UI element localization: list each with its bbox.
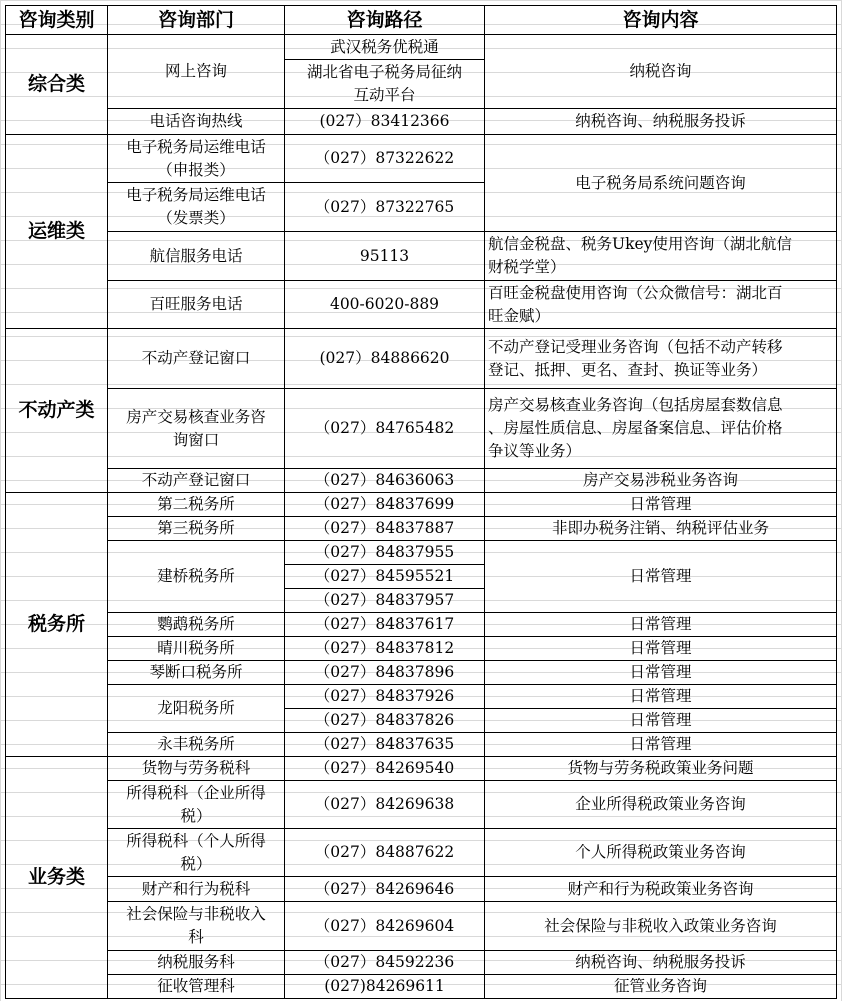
column-header: 咨询内容 (622, 8, 699, 31)
grid-line (107, 280, 285, 281)
grid-line (284, 231, 485, 232)
content-cell: 日常管理 (629, 639, 692, 657)
content-cell: 房产交易涉税业务咨询 (582, 471, 738, 489)
content-cell: 日常管理 (629, 567, 692, 585)
grid-line (107, 516, 285, 517)
content-cell: 日常管理 (629, 495, 692, 513)
grid-line (284, 588, 485, 589)
grid-line (284, 134, 485, 135)
grid-line (284, 708, 485, 709)
grid-line (284, 328, 485, 329)
content-cell: 征管业务咨询 (613, 977, 707, 995)
path-cell: 武汉税务优税通 (330, 37, 439, 56)
category-cell: 运维类 (27, 220, 85, 242)
department-cell: 所得税科（个人所得 税） (126, 831, 266, 873)
grid-line (284, 280, 485, 281)
grid-line (484, 231, 837, 232)
grid-line (484, 684, 837, 685)
content-cell: 纳税咨询、纳税服务投诉 (575, 953, 746, 971)
grid-line (484, 708, 837, 709)
grid-line (107, 732, 285, 733)
grid-line (484, 756, 837, 757)
category-cell: 税务所 (27, 613, 85, 635)
grid-line (484, 516, 837, 517)
department-cell: 永丰税务所 (157, 735, 235, 753)
grid-line (107, 780, 285, 781)
grid-line (107, 901, 285, 902)
department-cell: 晴川税务所 (157, 639, 235, 657)
grid-line (836, 5, 837, 999)
path-cell: （027）84595521 (314, 567, 455, 585)
path-cell: （027）84837896 (314, 663, 455, 681)
grid-line (107, 684, 285, 685)
content-cell: 货物与劳务税政策业务问题 (567, 759, 754, 777)
department-cell: 不动产登记窗口 (141, 471, 251, 489)
content-cell: 非即办税务注销、纳税评估业务 (551, 519, 769, 537)
content-cell: 日常管理 (629, 735, 692, 753)
grid-line (484, 492, 837, 493)
department-cell: 建桥税务所 (157, 567, 235, 585)
grid-line (484, 828, 837, 829)
grid-line (107, 231, 285, 232)
path-cell: （027）84837617 (314, 615, 455, 633)
grid-line (107, 876, 285, 877)
content-cell: 纳税咨询、纳税服务投诉 (575, 112, 746, 130)
content-cell: 企业所得税政策业务咨询 (575, 795, 746, 813)
grid-line (107, 388, 285, 389)
grid-line (107, 636, 285, 637)
grid-line (484, 5, 485, 999)
grid-line (107, 612, 285, 613)
content-cell: 日常管理 (629, 663, 692, 681)
path-cell: （027）84765482 (314, 419, 455, 437)
content-cell: 不动产登记受理业务咨询（包括不动产转移 登记、抵押、更名、查封、换证等业务） (488, 337, 783, 379)
grid-line (107, 828, 285, 829)
path-cell: 湖北省电子税务局征纳 互动平台 (306, 63, 462, 104)
content-cell: 日常管理 (629, 615, 692, 633)
grid-line (484, 876, 837, 877)
grid-line (284, 5, 285, 999)
path-cell: （027）84837635 (314, 735, 455, 753)
grid-line (284, 756, 485, 757)
grid-line (107, 182, 285, 183)
grid-line (484, 660, 837, 661)
grid-line (284, 901, 485, 902)
department-cell: 第三税务所 (157, 519, 235, 537)
grid-line (484, 636, 837, 637)
grid-line (284, 540, 485, 541)
path-cell: （027）84269638 (314, 795, 455, 813)
path-cell: （027）84636063 (314, 471, 455, 489)
path-cell: 95113 (359, 246, 410, 265)
column-header: 咨询部门 (157, 8, 234, 31)
grid-line (284, 636, 485, 637)
content-cell: 百旺金税盘使用咨询（公众微信号：湖北百 旺金赋） (488, 283, 783, 325)
path-cell: （027）87322622 (314, 149, 455, 167)
grid-line (284, 388, 485, 389)
grid-line (284, 684, 485, 685)
grid-line (284, 732, 485, 733)
content-cell: 电子税务局系统问题咨询 (575, 173, 746, 192)
category-cell: 综合类 (27, 73, 85, 95)
path-cell: (027）83412366 (319, 112, 450, 130)
grid-line (5, 5, 837, 6)
department-cell: 琴断口税务所 (149, 663, 243, 681)
content-cell: 航信金税盘、税务Ukey使用咨询（湖北航信 财税学堂） (488, 235, 792, 276)
grid-line (107, 108, 285, 109)
grid-line (5, 5, 6, 999)
path-cell: (027)84269611 (324, 977, 445, 995)
grid-line (284, 492, 485, 493)
path-cell: （027）84269646 (314, 879, 455, 898)
department-cell: 房产交易核查业务咨 询窗口 (126, 407, 266, 449)
grid-line (284, 564, 485, 565)
department-cell: 百旺服务电话 (149, 295, 243, 313)
grid-line (484, 328, 837, 329)
grid-line (484, 974, 837, 975)
path-cell: （027）84887622 (314, 843, 455, 861)
grid-line (107, 492, 285, 493)
grid-line (0, 0, 842, 1)
grid-line (284, 59, 485, 60)
department-cell: 不动产登记窗口 (141, 349, 251, 367)
department-cell: 航信服务电话 (149, 246, 243, 265)
department-cell: 纳税服务科 (157, 953, 235, 971)
grid-line (284, 108, 485, 109)
department-cell: 第二税务所 (157, 495, 235, 513)
content-cell: 房产交易核查业务咨询（包括房屋套数信息 、房屋性质信息、房屋备案信息、评估价格 争议等业务） (488, 396, 783, 460)
grid-line (484, 134, 837, 135)
grid-line (284, 876, 485, 877)
path-cell: （027）84837826 (314, 711, 455, 729)
category-cell: 不动产类 (18, 399, 95, 421)
category-cell: 业务类 (27, 866, 85, 888)
grid-line (484, 780, 837, 781)
grid-line (284, 660, 485, 661)
grid-line (284, 974, 485, 975)
content-cell: 个人所得税政策业务咨询 (575, 843, 746, 861)
grid-line (5, 34, 837, 35)
content-cell: 纳税咨询 (629, 62, 692, 80)
grid-line (284, 828, 485, 829)
department-cell: 货物与劳务税科 (141, 759, 251, 777)
department-cell: 电子税务局运维电话 （发票类） (126, 186, 266, 227)
path-cell: （027）84837926 (314, 687, 455, 705)
content-cell: 社会保险与非税收入政策业务咨询 (544, 916, 777, 935)
grid-line (284, 468, 485, 469)
path-cell: （027）84837699 (314, 495, 455, 513)
grid-line (484, 540, 837, 541)
grid-line (284, 612, 485, 613)
grid-line (107, 950, 285, 951)
path-cell: （027）84837955 (314, 543, 455, 561)
grid-line (484, 998, 837, 999)
grid-line (484, 901, 837, 902)
grid-line (107, 756, 285, 757)
grid-line (107, 540, 285, 541)
grid-line (107, 660, 285, 661)
grid-line (284, 950, 485, 951)
path-cell: （027）84269604 (314, 916, 455, 935)
path-cell: （027）84837957 (314, 591, 455, 609)
department-cell: 电话咨询热线 (149, 112, 243, 130)
grid-line (284, 780, 485, 781)
path-cell: (027）84886620 (319, 349, 450, 367)
grid-line (107, 468, 285, 469)
grid-line (484, 950, 837, 951)
department-cell: 所得税科（企业所得 税） (126, 783, 266, 825)
department-cell: 网上咨询 (164, 62, 227, 80)
grid-line (107, 328, 285, 329)
grid-line (284, 182, 485, 183)
grid-line (484, 468, 837, 469)
content-cell: 日常管理 (629, 711, 692, 729)
grid-line (107, 5, 108, 999)
column-header: 咨询类别 (18, 8, 95, 31)
department-cell: 社会保险与非税收入 科 (126, 905, 266, 946)
grid-line (484, 108, 837, 109)
path-cell: （027）87322765 (314, 197, 455, 216)
grid-line (484, 280, 837, 281)
department-cell: 财产和行为税科 (141, 879, 251, 898)
content-cell: 财产和行为税政策业务咨询 (567, 879, 754, 898)
grid-line (484, 732, 837, 733)
column-header: 咨询路径 (346, 8, 423, 31)
content-cell: 日常管理 (629, 687, 692, 705)
grid-line (0, 0, 1, 1001)
department-cell: 电子税务局运维电话 （申报类） (126, 137, 266, 179)
path-cell: （027）84269540 (314, 759, 455, 777)
grid-line (284, 516, 485, 517)
grid-line (284, 998, 485, 999)
grid-line (107, 998, 285, 999)
grid-line (484, 388, 837, 389)
department-cell: 征收管理科 (157, 977, 235, 995)
path-cell: 400-6020-889 (329, 295, 440, 313)
department-cell: 鹦鹉税务所 (157, 615, 235, 633)
path-cell: （027）84837887 (314, 519, 455, 537)
grid-line (107, 974, 285, 975)
path-cell: （027）84837812 (314, 639, 455, 657)
path-cell: （027）84592236 (314, 953, 455, 971)
grid-line (484, 612, 837, 613)
grid-line (107, 134, 285, 135)
department-cell: 龙阳税务所 (157, 699, 235, 717)
